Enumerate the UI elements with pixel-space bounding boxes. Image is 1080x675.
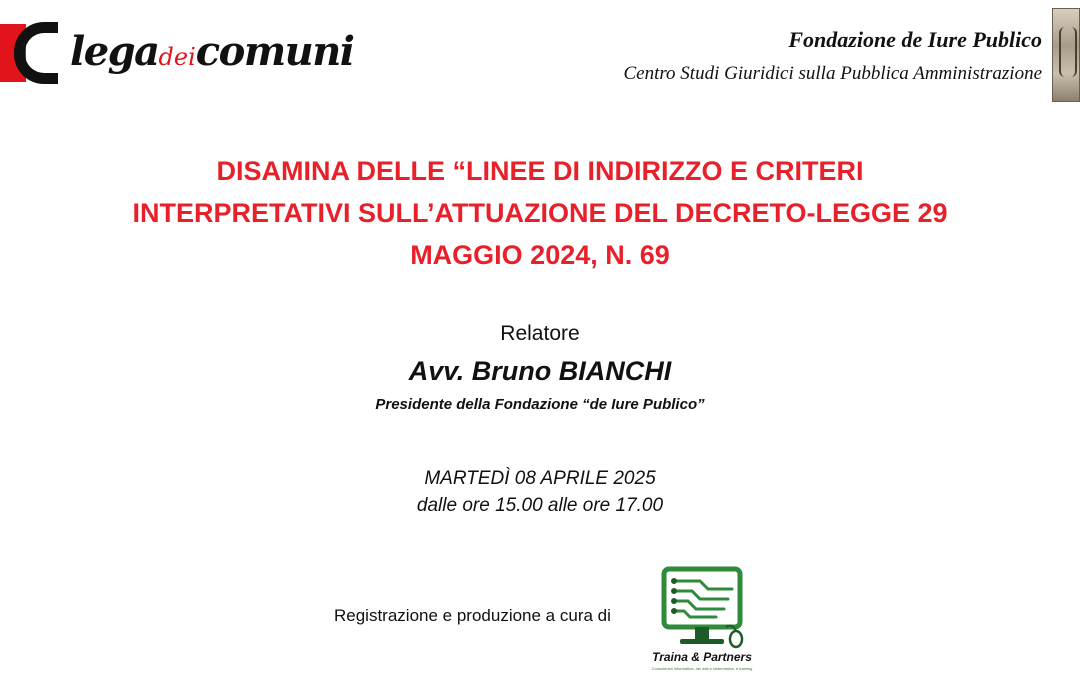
speaker-name: Avv. Bruno BIANCHI [408,356,672,386]
partner-name: Traina & Partners [652,650,752,664]
title-line-3: MAGGIO 2024, N. 69 [410,240,670,270]
event-time: dalle ore 15.00 alle ore 17.00 [416,495,664,516]
speaker-role: Presidente della Fondazione “de Iure Publico” [375,396,705,413]
title-line-2: INTERPRETATIVI SULL’ATTUAZIONE DEL DECRETO-LEGGE 29 [132,198,948,228]
lc-logo-mark [0,22,66,84]
org-name: Fondazione de Iure Publico [788,27,1042,52]
foundation-emblem-image [1052,8,1080,102]
partner-tagline: Consulenza informatica, dei dati e sistemistica, e training [651,666,753,671]
registration-label: Registrazione e produzione a cura di [334,606,611,625]
speaker-label: Relatore [500,322,580,345]
legadeicomuni-logo [0,22,360,86]
organization-header [623,26,1042,88]
org-subtitle: Centro Studi Giuridici sulla Pubblica Amministrazione [623,63,1042,84]
event-title [40,150,1040,276]
event-date: MARTEDÌ 08 APRILE 2025 [424,468,656,489]
logo-wordmark: legadeicomuni [70,28,354,75]
title-line-1: DISAMINA DELLE “LINEE DI INDIRIZZO E CRITERI [216,156,864,186]
event-schedule [0,465,1080,519]
